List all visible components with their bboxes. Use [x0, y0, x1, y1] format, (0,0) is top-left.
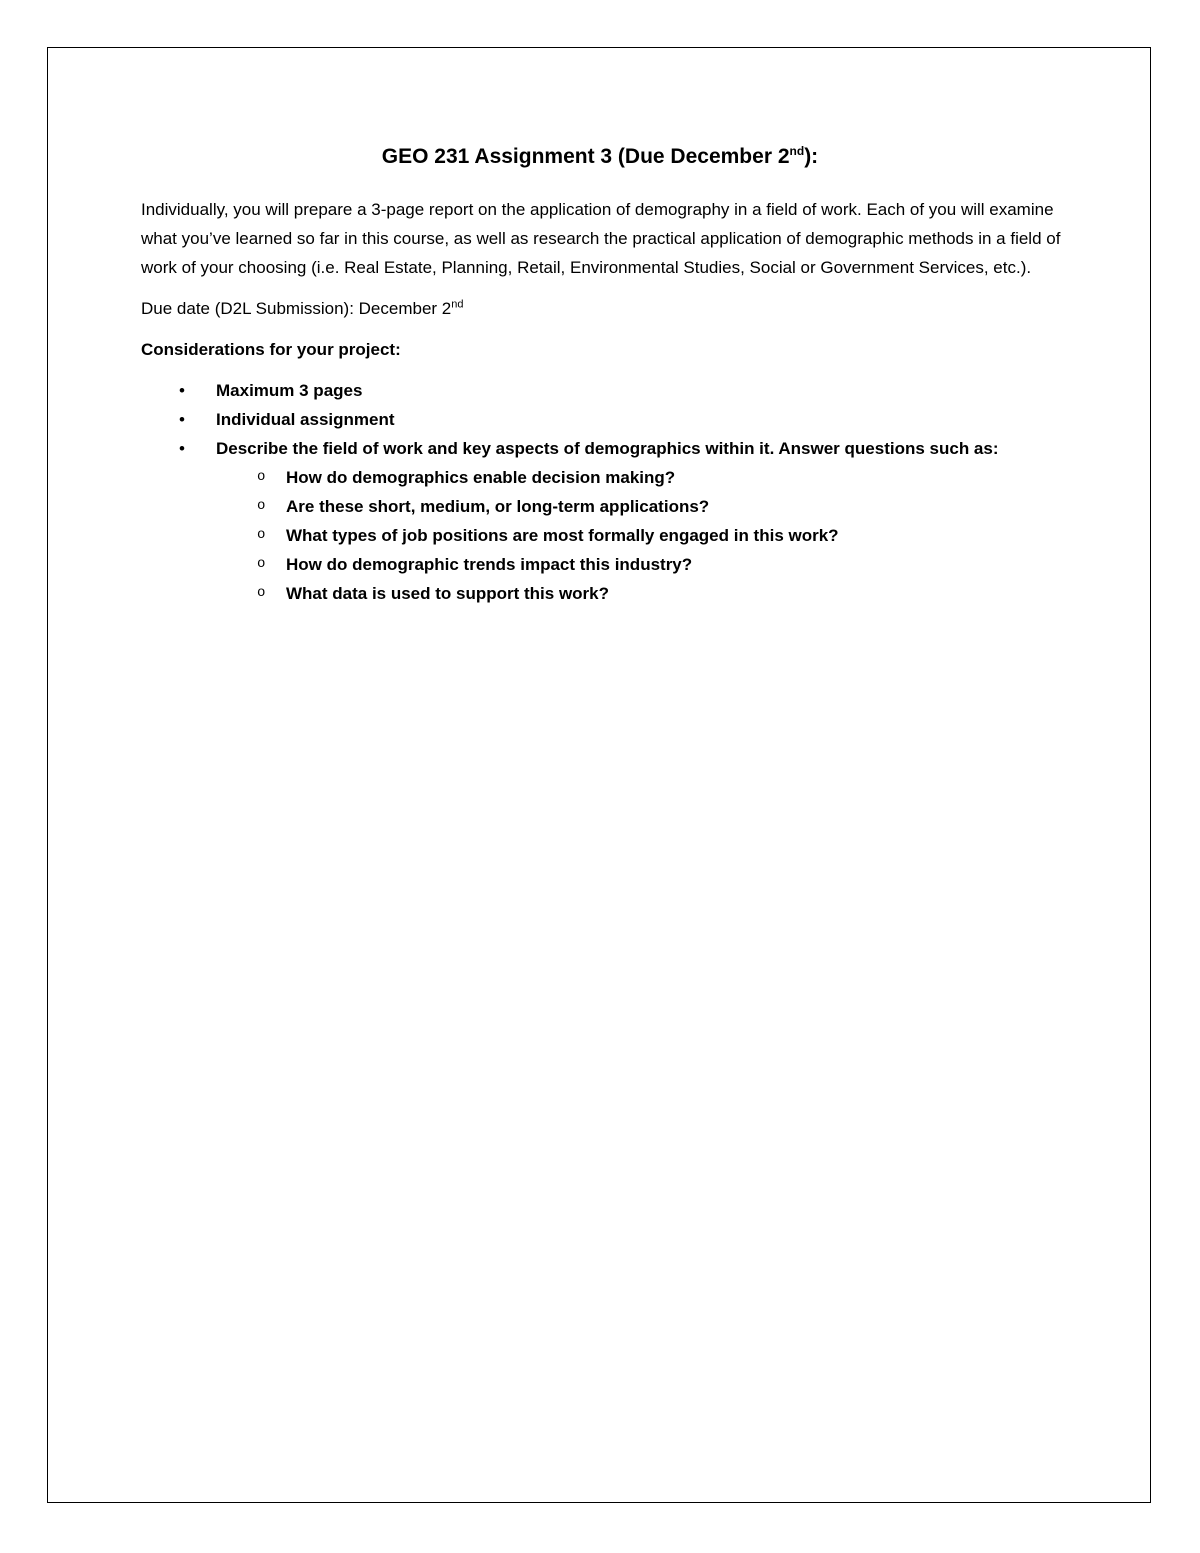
bullet-icon: • [179, 439, 185, 458]
title-superscript: nd [789, 144, 805, 158]
due-date-superscript: nd [451, 298, 464, 311]
sub-list-item [216, 550, 1071, 579]
due-date-line [141, 294, 1071, 323]
sub-list-item-text: What data is used to support this work? [286, 584, 610, 603]
circle-bullet-icon: o [257, 585, 266, 601]
sub-list-item-text: What types of job positions are most formally engaged in this work? [286, 526, 839, 545]
bullet-icon: • [179, 410, 185, 429]
sub-list-item [216, 521, 1071, 550]
sub-list-item [216, 579, 1071, 608]
sub-list-item [216, 463, 1071, 492]
circle-bullet-icon: o [257, 498, 266, 514]
sub-list-item-text: Are these short, medium, or long-term applications? [286, 497, 710, 516]
document-body [141, 195, 1071, 608]
considerations-list [141, 376, 1071, 608]
title-main: GEO 231 Assignment 3 (Due December 2 [381, 145, 790, 168]
page-title [0, 143, 1200, 171]
sub-list-item-text: How do demographic trends impact this industry? [286, 555, 693, 574]
due-date-text: Due date (D2L Submission): December 2 [141, 299, 452, 318]
considerations-heading: Considerations for your project: [141, 340, 401, 359]
circle-bullet-icon: o [257, 469, 266, 485]
questions-list [216, 463, 1071, 608]
list-item-text: Maximum 3 pages [216, 381, 363, 400]
bullet-icon: • [179, 381, 185, 400]
list-item-text: Describe the field of work and key aspects of demographics within it. Answer questions such as: [216, 439, 999, 458]
list-item-text: Individual assignment [216, 410, 395, 429]
sub-list-item-text: How do demographics enable decision making? [286, 468, 676, 487]
list-item [141, 376, 1071, 405]
circle-bullet-icon: o [257, 527, 266, 543]
list-item [141, 434, 1071, 608]
circle-bullet-icon: o [257, 556, 266, 572]
list-item [141, 405, 1071, 434]
title-end: ): [804, 145, 819, 168]
intro-paragraph: Individually, you will prepare a 3-page report on the application of demography in a field of work. Each of you will examine what you’ve learned so far in this course, as well as research the practical application of demographic methods in a field of work of your choosing (i.e. Real Estate, Planning, Retail, Environmental Studies, Social or Government Services, etc.). [141, 200, 1061, 277]
sub-list-item [216, 492, 1071, 521]
